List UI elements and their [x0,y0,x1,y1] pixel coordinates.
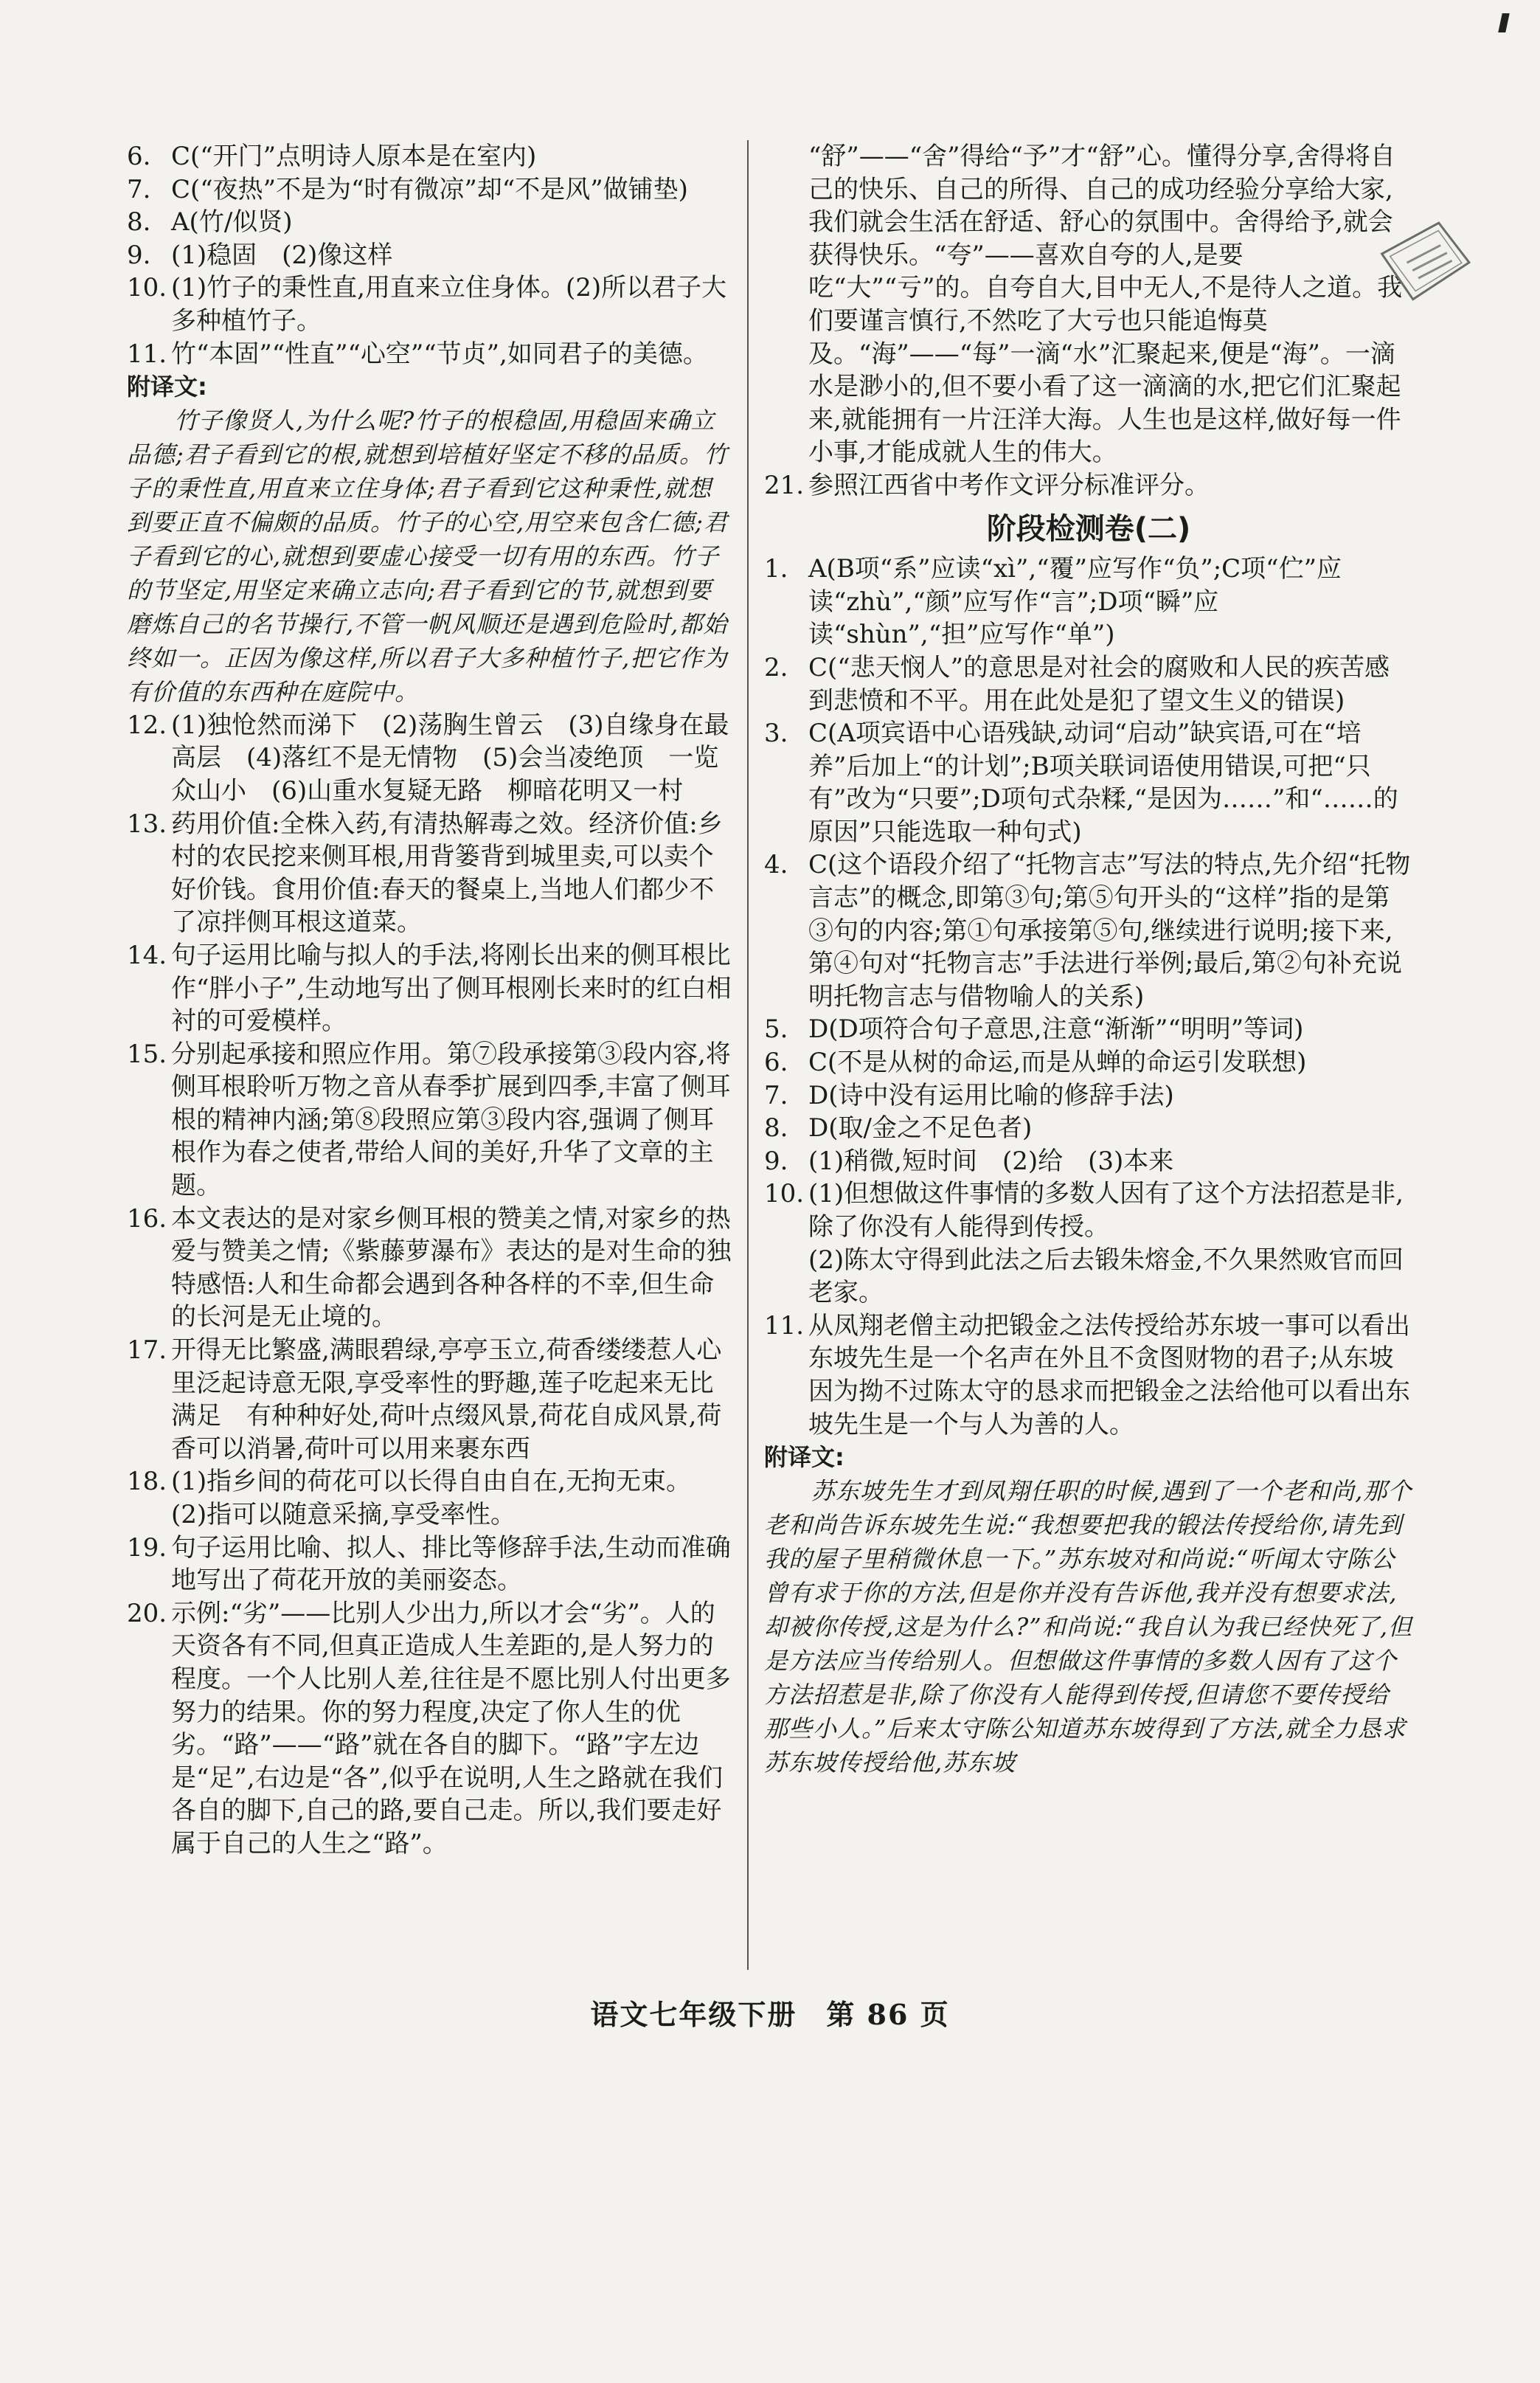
answer-number: 6. [764,1048,788,1078]
answer-20-continuation: “舒”——“舍”得给“予”才“舒”心。懂得分享,舍得将自己的快乐、自己的所得、自己的成功经验分享给大家,我们就会生活在舒适、舒心的氛围中。舍得给予,就会获得快乐。“夸”——喜欢自夸的人,是要吃“大”“亏”的。自夸自大,目中无人,不是待人之道。我们要谨言慎行,不然吃了大亏也只能追悔莫及。“海”——“每”一滴“水”汇聚起来,便是“海”。一滴水是渺小的,但不要小看了这一滴滴的水,把它们汇聚起来,就能拥有一片汪洋大海。人生也是这样,做好每一件小事,才能成就人生的伟大。 [808,142,1403,468]
answer-text: (1)但想做这件事情的多数人因有了这个方法招惹是非,除了你没有人能得到传授。 [808,1179,1404,1242]
answer-number: 18. [127,1467,167,1497]
right-answer-item [764,651,1413,717]
answer-text: A(B项“系”应读“xì”,“覆”应写作“负”;C项“伫”应读“zhù”,“颜”应写作“言”;D项“瞬”应读“shùn”,“担”应写作“单”) [808,554,1342,650]
left-answer-item [127,1532,732,1597]
answer-number: 20. [127,1598,167,1628]
answer-text: C(不是从树的命运,而是从蝉的命运引发联想) [808,1048,1307,1078]
answer-number: 13. [127,809,167,839]
right-answer-item [764,1013,1413,1046]
left-translation-label: 附译文: [127,373,207,401]
answer-text: C(“悲天悯人”的意思是对社会的腐败和人民的疾苦感到悲愤和不平。用在此处是犯了望文生义的错误) [808,652,1390,716]
answer-number: 6. [127,142,151,171]
left-answer-item [127,1038,732,1203]
answer-number: 10. [127,273,167,303]
left-answer-item [127,206,732,239]
left-answer-item [127,1203,732,1334]
left-answers-b [127,709,732,1861]
left-answer-item [127,709,732,808]
answer-number: 19. [127,1532,167,1563]
answer-number: 9. [764,1146,788,1176]
answer-text: 分别起承接和照应作用。第⑦段承接第③段内容,将侧耳根聆听万物之音从春季扩展到四季,丰富了侧耳根的精神内涵;第⑧段照应第③段内容,强调了侧耳根作为春之使者,带给人间的美好,升华了文章的主题。 [171,1039,731,1201]
answer-number: 1. [764,554,788,584]
answer-text: C(“开门”点明诗人原本是在室内) [171,142,537,171]
answer-text: C(“夜热”不是为“时有微凉”却“不是风”做铺垫) [171,174,688,204]
answer-text: 句子运用比喻、拟人、排比等修辞手法,生动而准确地写出了荷花开放的美丽姿态。 [171,1532,731,1596]
answer-subtext: (2)陈太守得到此法之后去锻朱熔金,不久果然败官而回老家。 [808,1245,1404,1308]
left-answer-item [127,140,732,173]
right-answer-item [764,1112,1413,1145]
right-answer-item [764,848,1413,1013]
answer-text: 从凤翔老僧主动把锻金之法传授给苏东坡一事可以看出东坡先生是一个名声在外且不贪图财物的君子;从东坡因为拗不过陈太守的恳求而把锻金之法给他可以看出东坡先生是一个与人为善的人。 [808,1310,1410,1439]
corner-mark [1498,13,1510,32]
answer-number: 8. [127,207,151,238]
answer-number: 21. [764,470,805,500]
answer-text: 竹“本固”“性直”“心空”“节贞”,如同君子的美德。 [171,339,708,369]
answer-text: 开得无比繁盛,满眼碧绿,亭亭玉立,荷香缕缕惹人心里泛起诗意无限,享受率性的野趣,莲子吃起来无比满足 有种种好处,荷叶点缀风景,荷花自成风景,荷香可以消暑,荷叶可以用来裹东西 [171,1335,722,1464]
answer-number: 2. [764,652,788,682]
answer-text: 药用价值:全株入药,有清热解毒之效。经济价值:乡村的农民挖来侧耳根,用背篓背到城里卖,可以卖个好价钱。食用价值:春天的餐桌上,当地人们都少不了凉拌侧耳根这道菜。 [171,809,723,938]
right-translation-label: 附译文: [764,1443,844,1472]
left-answer-item [127,939,732,1038]
right-answer-item [764,1145,1413,1178]
answer-number: 4. [764,850,788,880]
answer-text: D(D项符合句子意思,注意“渐渐”“明明”等词) [808,1014,1304,1045]
left-translation-text: 竹子像贤人,为什么呢?竹子的根稳固,用稳固来确立品德;君子看到它的根,就想到培植好坚定不移的品质。竹子的秉性直,用直来立住身体;君子看到它这种秉性,就想到要正直不偏颇的品质。竹子的心空,用空来包含仁德;君子看到它的心,就想到要虚心接受一切有用的东西。竹子的节坚定,用坚定来确立志向;君子看到它的节,就想到要磨炼自己的名节操行,不管一帆风顺还是遇到危险时,都始终如一。正因为像这样,所以君子大多种植竹子,把它作为有价值的东西种在庭院中。 [127,406,728,706]
answer-text: 本文表达的是对家乡侧耳根的赞美之情,对家乡的热爱与赞美之情;《紫藤萝瀑布》表达的是对生命的独特感悟:人和生命都会遇到各种各样的不幸,但生命的长河是无止境的。 [171,1203,732,1332]
answer-text: (1)独怆然而涕下 (2)荡胸生曾云 (3)自缘身在最高层 (4)落红不是无情物 (5)会当凌绝顶 一览众山小 (6)山重水复疑无路 柳暗花明又一村 [171,710,729,806]
answer-number: 3. [764,719,788,749]
answer-number: 10. [764,1179,805,1209]
left-answers-a [127,140,732,370]
right-answer-item [764,1046,1413,1079]
right-answer-item [764,1079,1413,1113]
answer-number: 11. [127,339,167,369]
right-answers [764,553,1413,1441]
answer-text: (1)指乡间的荷花可以长得自由自在,无拘无束。 [171,1467,691,1497]
column-divider [747,140,749,1970]
section-title: 阶段检测卷(二) [986,511,1191,546]
answer-text: (1)竹子的秉性直,用直来立住身体。(2)所以君子大多种植竹子。 [171,273,727,336]
right-answer-item [764,1177,1413,1309]
left-answer-item [127,808,732,939]
answer-text: (1)稍微,短时间 (2)给 (3)本来 [808,1146,1174,1176]
left-answer-item [127,271,732,337]
answer-number: 8. [764,1113,788,1144]
answer-number: 17. [127,1335,167,1366]
answer-text: 句子运用比喻与拟人的手法,将刚长出来的侧耳根比作“胖小子”,生动地写出了侧耳根刚长来时的红白相衬的可爱模样。 [171,940,732,1037]
answer-item-21 [764,469,1413,502]
left-answer-item [127,239,732,272]
answer-number: 11. [764,1310,805,1341]
right-column [764,140,1413,1780]
right-answer-item [764,1310,1413,1441]
left-column [127,140,732,1861]
left-answer-item [127,1465,732,1531]
answer-text: (1)稳固 (2)像这样 [171,240,393,270]
answer-text: A(竹/似贤) [171,207,293,238]
answer-number: 5. [764,1014,788,1045]
answer-number: 12. [127,710,167,740]
answer-text: D(取/金之不足色者) [808,1113,1033,1144]
right-answer-item [764,717,1413,848]
left-answer-item [127,173,732,207]
answer-text: 参照江西省中考作文评分标准评分。 [808,470,1210,500]
answer-number: 15. [127,1039,167,1069]
left-answer-item [127,1334,732,1465]
left-answer-item [127,1597,732,1861]
answer-number: 9. [127,240,151,270]
answer-number: 14. [127,940,167,970]
left-answer-item [127,338,732,371]
answer-text: C(这个语段介绍了“托物言志”写法的特点,先介绍“托物言志”的概念,即第③句;第⑤句开头的“这样”指的是第③句的内容;第①句承接第⑤句,继续进行说明;接下来,第④句对“托物言志”手法进行举例;最后,第②句补充说明托物言志与借物喻人的关系) [808,850,1411,1011]
answer-text: D(诗中没有运用比喻的修辞手法) [808,1080,1174,1110]
page-footer: 语文七年级下册 第 86 页 [590,1998,950,2031]
answer-number: 7. [764,1080,788,1110]
right-translation-text: 苏东坡先生才到凤翔任职的时候,遇到了一个老和尚,那个老和尚告诉东坡先生说:“我想要把我的锻法传授给你,请先到我的屋子里稍微休息一下。”苏东坡对和尚说:“听闻太守陈公曾有求于你的方法,但是你并没有告诉他,我并没有想要求法,却被你传授,这是为什么?”和尚说:“我自认为我已经快死了,但是方法应当传给别人。但想做这件事情的多数人因有了这个方法招惹是非,除了你没有人能得到传授,但请您不要传授给那些小人。”后来太守陈公知道苏东坡得到了方法,就全力恳求苏东坡传授给他,苏东坡 [764,1476,1413,1777]
answer-text: C(A项宾语中心语残缺,动词“启动”缺宾语,可在“培养”后加上“的计划”;B项关联词语使用错误,可把“只有”改为“只要”;D项句式杂糅,“是因为……”和“……的原因”只能选取一种句式) [808,719,1398,847]
answer-text: 示例:“劣”——比别人少出力,所以才会“劣”。人的天资各有不同,但真正造成人生差距的,是人努力的程度。一个人比别人差,往往是不愿比别人付出更多努力的结果。你的努力程度,决定了你人生的优劣。“路”——“路”就在各自的脚下。“路”字左边是“足”,右边是“各”,似乎在说明,人生之路就在我们各自的脚下,自己的路,要自己走。所以,我们要走好属于自己的人生之“路”。 [171,1598,731,1858]
answer-subtext: (2)指可以随意采摘,享受率性。 [171,1500,516,1529]
answer-number: 7. [127,174,151,204]
answer-number: 16. [127,1203,167,1234]
right-answer-item [764,553,1413,651]
